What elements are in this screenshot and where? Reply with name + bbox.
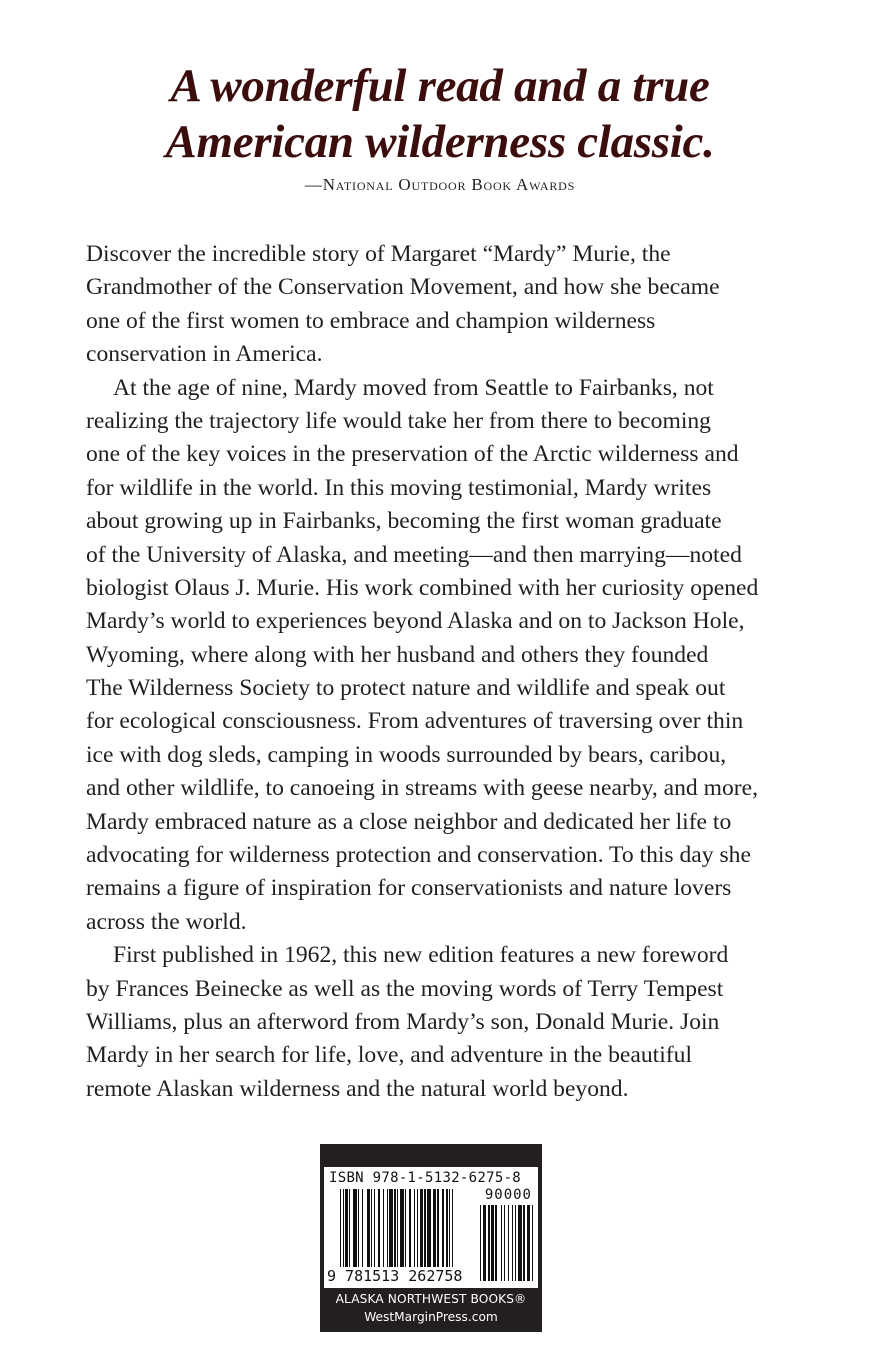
text-line: Mardy in her search for life, love, and adventure in the beautiful — [86, 1042, 692, 1069]
text-line: ice with dog sleds, camping in woods surrounded by bears, caribou, — [86, 741, 727, 768]
text-line: for ecological consciousness. From adventures of traversing over thin — [86, 708, 744, 735]
addon-barcode-bars — [480, 1205, 534, 1281]
description-paragraph — [86, 939, 816, 1106]
barcode-bar — [532, 1205, 533, 1281]
text-line: Wyoming, where along with her husband and others they founded — [86, 641, 709, 668]
text-line: Mardy embraced nature as a close neighbor and dedicated her life to — [86, 808, 732, 835]
text-line: biologist Olaus J. Murie. His work combined with her curiosity opened — [86, 574, 759, 601]
text-line: remains a figure of inspiration for conservationists and nature lovers — [86, 875, 732, 902]
text-line: remote Alaskan wilderness and the natural world beyond. — [86, 1075, 629, 1102]
price-code: 90000 — [484, 1187, 532, 1203]
text-line: Mardy’s world to experiences beyond Alaska and on to Jackson Hole, — [86, 608, 745, 635]
text-line: First published in 1962, this new edition features a new foreword — [113, 942, 729, 969]
text-line: realizing the trajectory life would take her from there to becoming — [86, 407, 711, 434]
ean-digits — [327, 1267, 462, 1285]
text-line: and other wildlife, to canoeing in streams with geese nearby, and more, — [86, 775, 758, 802]
text-line: one of the first women to embrace and champion wilderness — [86, 307, 656, 334]
description-paragraph — [86, 238, 816, 372]
description-paragraph — [86, 372, 816, 940]
ean-barcode-bars — [340, 1189, 465, 1275]
text-line: by Frances Beinecke as well as the moving words of Terry Tempest — [86, 975, 724, 1002]
headline-line-1: A wonderful read and a true — [170, 60, 710, 112]
text-line: conservation in America. — [86, 341, 323, 368]
text-line: for wildlife in the world. In this moving testimonial, Mardy writes — [86, 474, 712, 501]
barcode-block — [320, 1144, 542, 1332]
text-line: advocating for wilderness protection and conservation. To this day she — [86, 842, 751, 869]
text-line: about growing up in Fairbanks, becoming the first woman graduate — [86, 508, 722, 535]
text-line: one of the key voices in the preservation of the Arctic wilderness and — [86, 441, 739, 468]
isbn-label: ISBN 978-1-5132-6275-8 — [329, 1170, 522, 1186]
publisher-name: ALASKA NORTHWEST BOOKS® — [335, 1292, 527, 1306]
pull-quote-headline — [0, 58, 880, 170]
text-line: of the University of Alaska, and meeting—and then marrying—noted — [86, 541, 742, 568]
text-line: Discover the incredible story of Margaret “Mardy” Murie, the — [86, 241, 671, 267]
ean-digits-text: 9 781513 262758 — [327, 1267, 463, 1285]
quote-attribution: —National Outdoor Book Awards — [304, 175, 576, 194]
barcode-space — [453, 1189, 454, 1275]
text-line: Williams, plus an afterword from Mardy’s son, Donald Murie. Join — [86, 1008, 720, 1035]
text-line: At the age of nine, Mardy moved from Seattle to Fairbanks, not — [113, 374, 714, 401]
book-description — [86, 238, 816, 1106]
barcode-panel — [324, 1167, 538, 1288]
text-line: across the world. — [86, 908, 247, 935]
publisher-website: WestMarginPress.com — [364, 1310, 498, 1324]
text-line: Grandmother of the Conservation Movement, and how she became — [86, 274, 720, 301]
text-line: The Wilderness Society to protect nature and wildlife and speak out — [86, 675, 726, 702]
headline-line-2: American wilderness classic. — [165, 116, 715, 168]
